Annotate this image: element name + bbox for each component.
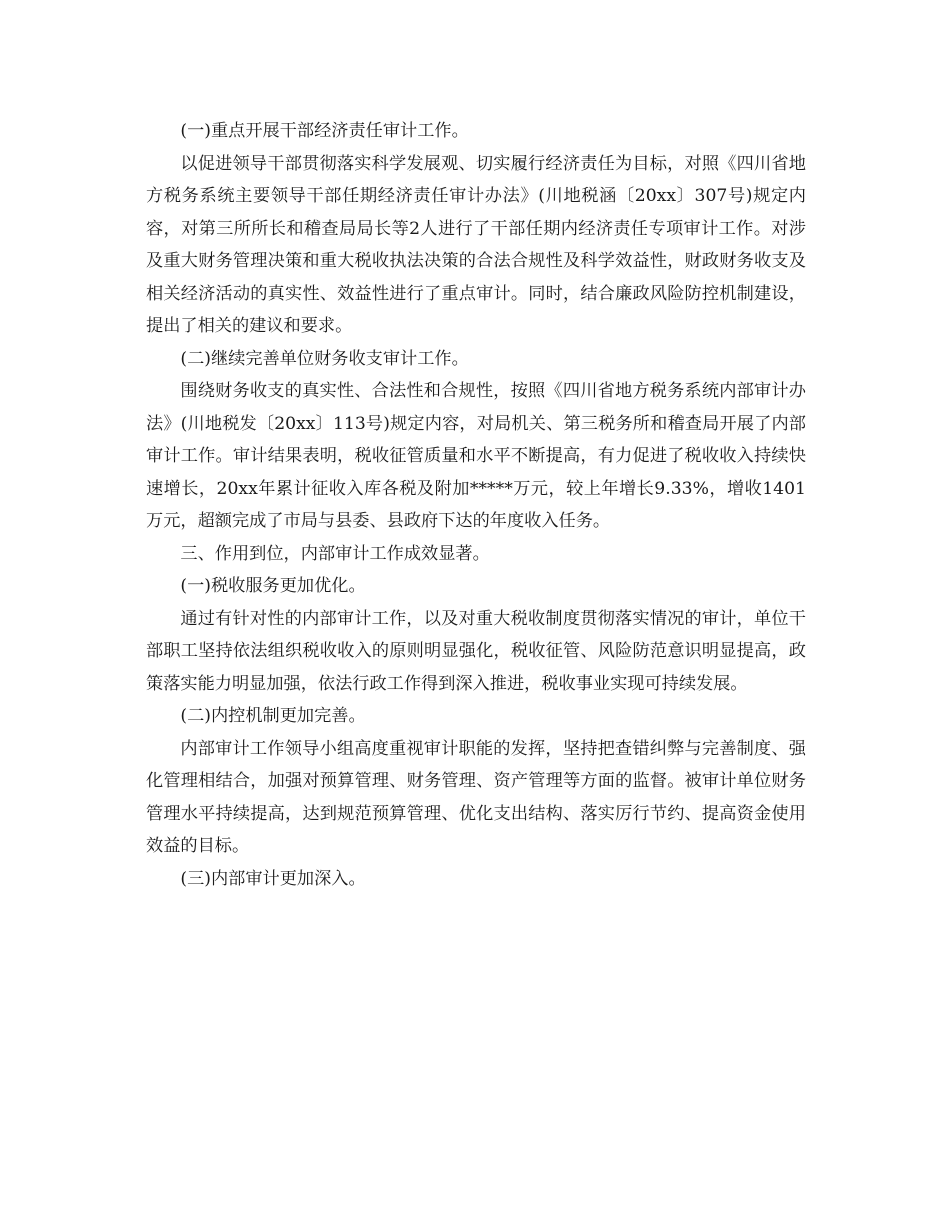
subheading-internal-audit-deeper: (三)内部审计更加深入。 <box>180 868 366 889</box>
subheading-internal-control: (二)内控机制更加完善。 <box>180 706 366 726</box>
body-paragraph-tax-service: 通过有针对性的内部审计工作，以及对重大税收制度贯彻落实情况的审计，单位干部职工坚持依法组织税收收入的原则明显强化，税收征管、风险防范意识明显提高，政策落实能力明显加强，依法行政工作得到深入推进，税收事业实现可持续发展。 <box>146 608 806 694</box>
subheading-tax-service: (一)税收服务更加优化。 <box>180 576 366 596</box>
body-paragraph-internal-control: 内部审计工作领导小组高度重视审计职能的发挥，坚持把查错纠弊与完善制度、强化管理相结合，加强对预算管理、财务管理、资产管理等方面的监督。被审计单位财务管理水平持续提高，达到规范预算管理、优化支出结构、落实厉行节约、提高资金使用效益的目标。 <box>146 738 806 856</box>
section-heading-effectiveness: 三、作用到位，内部审计工作成效显著。 <box>180 543 490 564</box>
document-body <box>146 115 806 895</box>
body-paragraph-financial-audit: 围绕财务收支的真实性、合法性和合规性，按照《四川省地方税务系统内部审计办法》(川地税发〔20xx〕113号)规定内容，对局机关、第三税务所和稽查局开展了内部审计工作。审计结果表明，税收征管质量和水平不断提高，有力促进了税收收入持续快速增长，20xx年累计征收入库各税及附加*****万元，较上年增长9.33%，增收1401万元，超额完成了市局与县委、县政府下达的年度收入任务。 <box>146 381 806 531</box>
body-paragraph-cadre-audit: 以促进领导干部贯彻落实科学发展观、切实履行经济责任为目标，对照《四川省地方税务系统主要领导干部任期经济责任审计办法》(川地税涵〔20xx〕307号)规定内容，对第三所所长和稽查局局长等2人进行了干部任期内经济责任专项审计工作。对涉及重大财务管理决策和重大税收执法决策的合法合规性及科学效益性，财政财务收支及相关经济活动的真实性、效益性进行了重点审计。同时，结合廉政风险防控机制建设，提出了相关的建议和要求。 <box>146 153 806 336</box>
section-heading-financial-audit: (二)继续完善单位财务收支审计工作。 <box>180 348 469 369</box>
section-heading-cadre-audit: (一)重点开展干部经济责任审计工作。 <box>180 121 469 141</box>
